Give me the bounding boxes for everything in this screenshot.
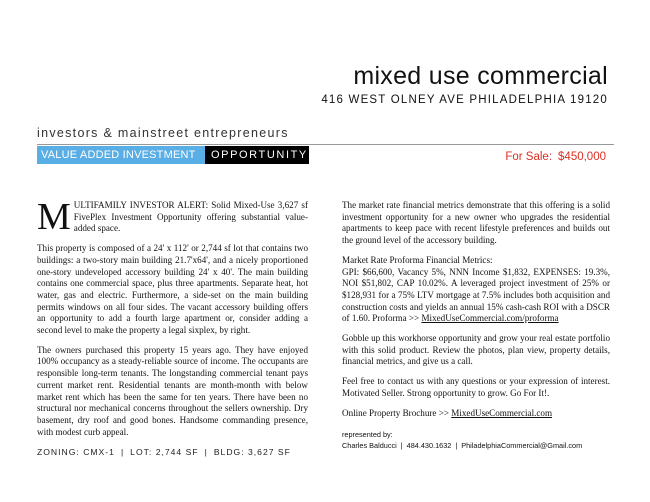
sale-price	[505, 151, 606, 163]
specs-footer	[37, 447, 291, 457]
separator: |	[455, 441, 458, 450]
lot-spec: LOT: 2,744 SF	[130, 447, 199, 457]
proforma-link[interactable]: MixedUseCommercial.com/proforma	[421, 313, 559, 324]
zoning-spec: ZONING: CMX-1	[37, 447, 115, 457]
alert-text: ULTIFAMILY INVESTOR ALERT: Solid Mixed-Use 3,627 sf FivePlex Investment Opportunity offering substantial value-added space.	[73, 200, 308, 234]
brochure-link[interactable]: MixedUseCommercial.com	[451, 407, 553, 418]
value-added-band: VALUE ADDED INVESTMENT	[37, 146, 205, 164]
portfolio-pitch: Gobble up this workhorse opportunity and grow your real estate portfolio with this solid product. Review the photos, plan view, property details, financial metrics, and give us a call.	[342, 333, 610, 367]
contact-invitation: Feel free to contact us with any questions or your expression of interest. Motivated Seller. Strong opportunity to grow. Go For It!.	[342, 376, 610, 398]
rep-name: Charles Balducci	[342, 441, 397, 450]
brochure-label: Online Property Brochure >>	[342, 407, 452, 418]
separator: |	[204, 447, 208, 457]
property-description: This property is composed of a 24' x 112' or 2,744 sf lot that contains two buildings: a two-story main building 21.7'x64', and a nicely proportioned one-story undeveloped accessory building 24' x 40'. The main building contains one commercial space, plus three apartments. Separate heat, hot water, gas and electric. Furthermore, a side-set on the main building permits windows on all four sides. The vacant accessory building offers an opportunity to add a fourth large apartment or, consider adding a second level to make the property a legal sixplex, by right.	[37, 243, 308, 336]
bldg-spec: BLDG: 3,627 SF	[213, 447, 291, 457]
ownership-history: The owners purchased this property 15 years ago. They have enjoyed 100% occupancy as a steady-reliable source of income. The occupants are responsible long-term tenants. The longstanding commercial tenant pays current market rent. Residential tenants are month-month with below market rent which has been the same for ten years. There have been no structural nor mechanical concerns throughout the sellers ownership. Dry basement, dry roof and good bones. Handsome commanding presence, with modest curb appeal.	[37, 344, 308, 437]
right-column	[342, 200, 610, 427]
listing-title: mixed use commercial	[353, 62, 608, 90]
listing-address: 416 WEST OLNEY AVE PHILADELPHIA 19120	[321, 94, 608, 106]
separator: |	[400, 441, 403, 450]
sale-label: For Sale:	[505, 151, 553, 163]
sale-price-value: $450,000	[558, 151, 606, 163]
separator: |	[120, 447, 125, 457]
alert-dropcap: M	[37, 196, 71, 238]
financial-metrics	[342, 255, 610, 325]
left-column	[37, 196, 308, 446]
rep-email[interactable]: PhiladelphiaCommercial@Gmail.com	[461, 441, 583, 450]
representative-contact	[342, 441, 582, 450]
metrics-text: GPI: $66,600, Vacancy 5%, NNN Income $1,832, EXPENSES: 19.3%, NOI $51,802, CAP 10.02%. A leveraged project investment of 25% or $128,931 for a 75% LTV mortgage at 7.5% includes both acquisition and construction costs and yields an annual 15% cash-cash ROI with a DSCR of 1.60. Proforma >>	[342, 266, 610, 324]
audience-tagline: investors & mainstreet entrepreneurs	[37, 126, 289, 140]
represented-by-label: represented by:	[342, 430, 393, 439]
market-rate-summary: The market rate financial metrics demonstrate that this offering is a solid investment opportunity for a new owner who upgrades the residential apartments to keep pace with recent lifestyle preferences and builds out the ground level of the accessory building.	[342, 200, 610, 246]
opportunity-band: OPPORTUNITY	[205, 146, 309, 164]
investor-alert	[37, 196, 308, 238]
divider-rule	[37, 144, 614, 145]
brochure-line	[342, 408, 610, 420]
rep-phone: 484.430.1632	[406, 441, 452, 450]
metrics-heading: Market Rate Proforma Financial Metrics:	[342, 254, 493, 265]
